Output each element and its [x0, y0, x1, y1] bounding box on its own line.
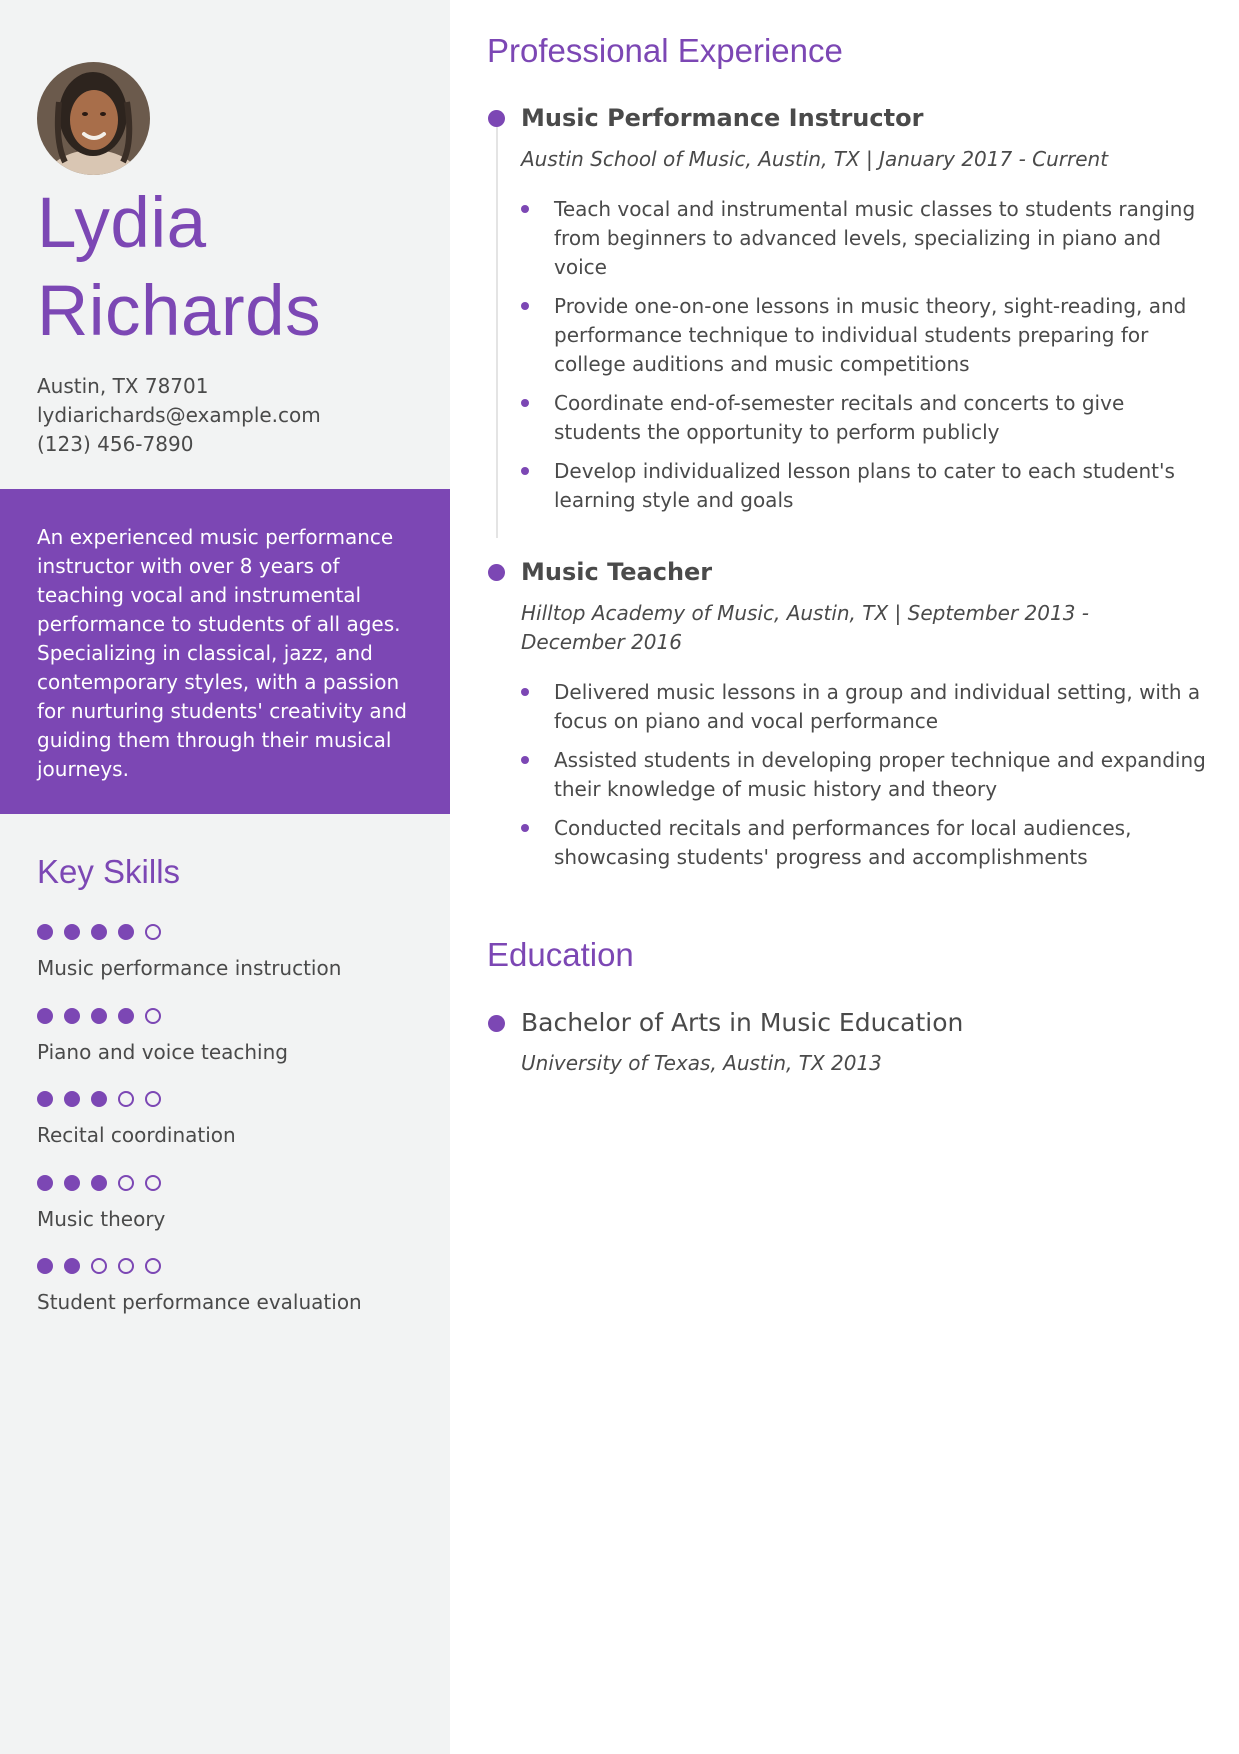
- rating-dot-filled-icon: [91, 924, 107, 940]
- job-bullets: [521, 195, 1211, 525]
- phone[interactable]: (123) 456-7890: [37, 432, 194, 456]
- rating-dot-filled-icon: [118, 1008, 134, 1024]
- bullet-dot-icon: [521, 688, 529, 696]
- rating-dot-filled-icon: [91, 1175, 107, 1191]
- bullet-dot-icon: [521, 756, 529, 764]
- experience-heading: Professional Experience: [487, 32, 843, 69]
- rating-dot-empty-icon: [118, 1258, 134, 1274]
- rating-dot-filled-icon: [91, 1008, 107, 1024]
- education-heading: Education: [487, 936, 634, 973]
- rating-dot-filled-icon: [37, 1091, 53, 1107]
- school: University of Texas, Austin, TX 2013: [521, 1051, 882, 1075]
- timeline-marker: [488, 1015, 505, 1032]
- rating-dot-empty-icon: [145, 1008, 161, 1024]
- skill-rating: [37, 1256, 427, 1276]
- rating-dot-filled-icon: [37, 1175, 53, 1191]
- address: Austin, TX 78701: [37, 374, 209, 398]
- job-bullets: [521, 678, 1211, 882]
- skill-label: Music performance instruction: [37, 956, 342, 980]
- skill-label: Music theory: [37, 1206, 166, 1231]
- candidate-name: [37, 180, 321, 356]
- rating-dot-empty-icon: [145, 1258, 161, 1274]
- list-item: Conducted recitals and performances for local audiences, showcasing students' progress and accomplishments: [521, 814, 1211, 872]
- job-title: Music Performance Instructor: [521, 104, 924, 132]
- rating-dot-filled-icon: [64, 924, 80, 940]
- bullet-dot-icon: [521, 824, 529, 832]
- list-item: Provide one-on-one lessons in music theory, sight-reading, and performance technique to individual students preparing for college auditions and music competitions: [521, 292, 1211, 379]
- rating-dot-empty-icon: [91, 1258, 107, 1274]
- skill-rating: [37, 1006, 427, 1026]
- timeline-line: [496, 118, 498, 538]
- summary-text: An experienced music performance instructor with over 8 years of teaching vocal and instrumental performance to students of all ages. Specializing in classical, jazz, and contemporary styles, with a passion for nurturing students' creativity and guiding them through their musical journeys.: [37, 525, 407, 781]
- list-item: Coordinate end-of-semester recitals and concerts to give students the opportunity to perform publicly: [521, 389, 1211, 447]
- rating-dot-filled-icon: [64, 1091, 80, 1107]
- skill-item: [37, 1256, 427, 1340]
- job-subtitle: Austin School of Music, Austin, TX | January 2017 - Current: [521, 147, 1109, 171]
- sidebar: [0, 0, 450, 1754]
- job-subtitle: Hilltop Academy of Music, Austin, TX | September 2013 - December 2016: [521, 601, 1090, 654]
- degree: Bachelor of Arts in Music Education: [521, 1008, 964, 1037]
- skill-label: Recital coordination: [37, 1123, 236, 1147]
- summary-block: [0, 489, 450, 814]
- first-name: Lydia: [37, 184, 207, 263]
- rating-dot-filled-icon: [91, 1091, 107, 1107]
- rating-dot-empty-icon: [118, 1091, 134, 1107]
- rating-dot-filled-icon: [64, 1008, 80, 1024]
- rating-dot-filled-icon: [64, 1175, 80, 1191]
- rating-dot-empty-icon: [118, 1175, 134, 1191]
- last-name: Richards: [37, 272, 322, 351]
- list-item: Delivered music lessons in a group and individual setting, with a focus on piano and vocal performance: [521, 678, 1211, 736]
- skills-list: [37, 922, 427, 1340]
- bullet-dot-icon: [521, 399, 529, 407]
- profile-photo: [37, 62, 150, 175]
- skill-item: [37, 922, 427, 1006]
- skill-rating: [37, 922, 427, 942]
- rating-dot-filled-icon: [37, 1258, 53, 1274]
- rating-dot-filled-icon: [118, 924, 134, 940]
- avatar-portrait-icon: [37, 62, 150, 175]
- skill-item: [37, 1006, 427, 1090]
- timeline-marker: [488, 564, 505, 581]
- email[interactable]: lydiarichards@example.com: [37, 403, 321, 427]
- rating-dot-empty-icon: [145, 1175, 161, 1191]
- skill-item: [37, 1173, 427, 1257]
- contact-info: [37, 372, 321, 459]
- list-item: Develop individualized lesson plans to cater to each student's learning style and goals: [521, 457, 1211, 515]
- skills-heading: Key Skills: [37, 853, 181, 890]
- skill-label: Student performance evaluation: [37, 1290, 362, 1314]
- bullet-dot-icon: [521, 205, 529, 213]
- bullet-dot-icon: [521, 467, 529, 475]
- skill-label: Piano and voice teaching: [37, 1039, 288, 1064]
- rating-dot-filled-icon: [37, 924, 53, 940]
- timeline-marker: [488, 110, 505, 127]
- rating-dot-empty-icon: [145, 924, 161, 940]
- job-title: Music Teacher: [521, 558, 713, 586]
- list-item: Assisted students in developing proper technique and expanding their knowledge of music history and theory: [521, 746, 1211, 804]
- bullet-dot-icon: [521, 302, 529, 310]
- skill-rating: [37, 1173, 427, 1193]
- rating-dot-empty-icon: [145, 1091, 161, 1107]
- skill-rating: [37, 1089, 427, 1109]
- skill-item: [37, 1089, 427, 1173]
- list-item: Teach vocal and instrumental music classes to students ranging from beginners to advanced levels, specializing in piano and voice: [521, 195, 1211, 282]
- rating-dot-filled-icon: [37, 1008, 53, 1024]
- rating-dot-filled-icon: [64, 1258, 80, 1274]
